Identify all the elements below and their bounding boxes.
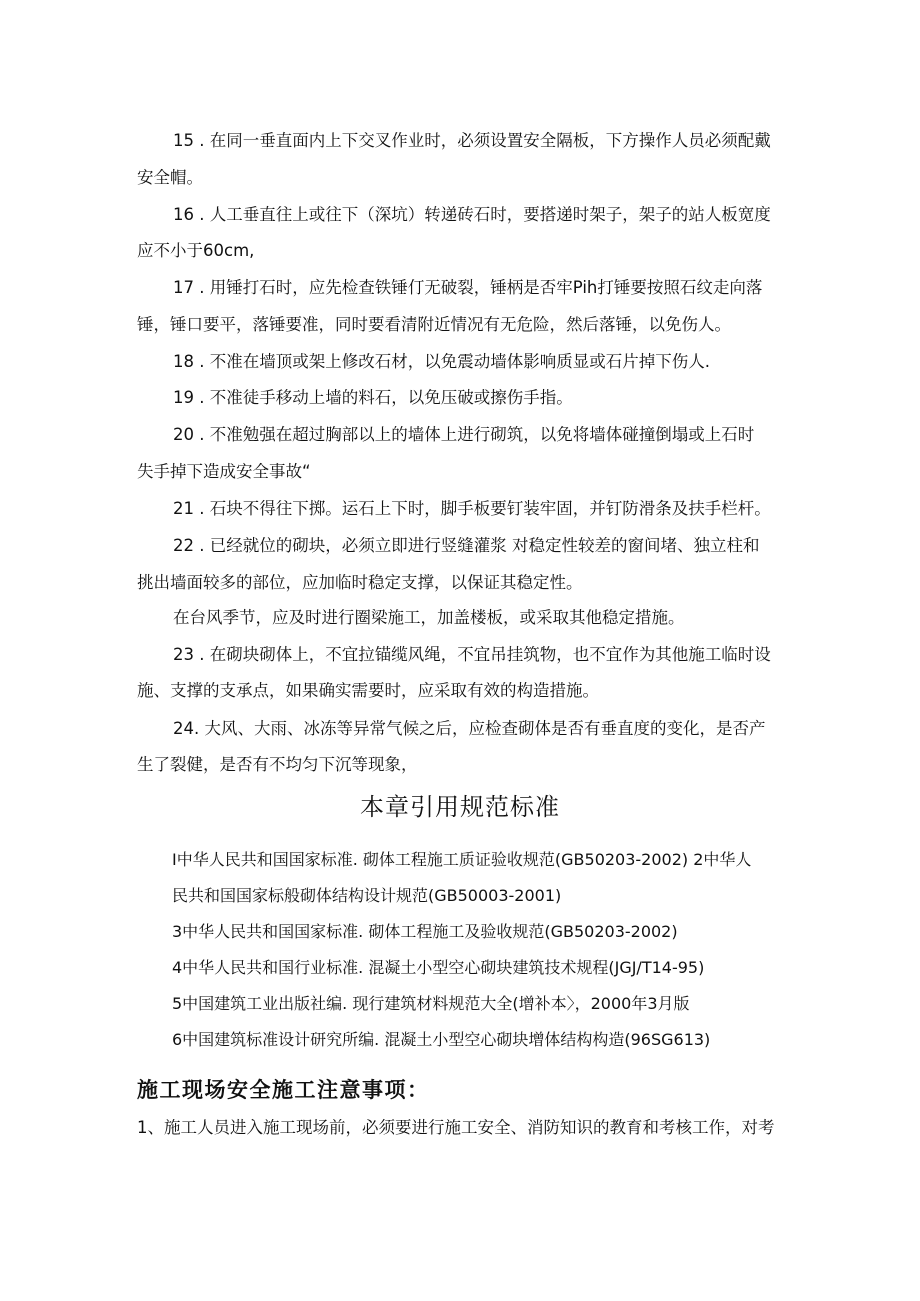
item-22-line-1: 22 . 已经就位的砌块，必须立即进行竖缝灌浆 对稳定性较差的窗间堵、独立柱和 <box>173 536 760 555</box>
item-18-line-1: 18 . 不准在墙顶或架上修改石材，以免震动墙体影响质显或石片掉下伤人. <box>173 352 710 371</box>
reference-line-5: 5中国建筑工业出版社编. 现行建筑材料规范大全(增补本〉，2000年3月版 <box>172 994 690 1013</box>
item-17-line-1: 17 . 用锤打石时，应先检查铁锤仃无破裂，锤柄是否牢Pih打锤要按照石纹走向落 <box>173 278 763 297</box>
item-16-line-2: 应不小于60cm, <box>137 241 255 260</box>
item-24-line-2: 生了裂健，是否有不均匀下沉等现象， <box>137 755 418 774</box>
reference-line-2: 民共和国国家标般砌体结构设计规范(GB50003-2001) <box>172 886 562 905</box>
site-safety-section-title: 施工现场安全施工注意事项： <box>137 1078 430 1102</box>
item-17-line-2: 锤，锤口要平，落锤要准，同时要看清附近情况有无危险，然后落锤，以免伤人。 <box>137 315 731 334</box>
item-23-line-2: 施、支撑的支承点，如果确实需要时，应采取有效的构造措施。 <box>137 681 599 700</box>
typhoon-note: 在台风季节，应及时进行圈梁施工，加盖楼板，或采取其他稳定措施。 <box>173 608 685 627</box>
site-safety-item-1-line-1: 1、施工人员进入施工现场前，必须要进行施工安全、消防知识的教育和考核工作，对考 <box>137 1118 775 1137</box>
reference-line-4: 4中华人民共和国行业标准. 混凝土小型空心砌块建筑技术规程(JGJ/T14-95) <box>172 958 705 977</box>
reference-line-3: 3中华人民共和国国家标准. 砌体工程施工及验收规范(GB50203-2002) <box>172 922 678 941</box>
item-15-line-2: 安全帽。 <box>137 168 203 187</box>
item-21-line-1: 21 . 石块不得往下掷。运石上下时，脚手板要钉装牢固，并钉防滑条及扶手栏杆。 <box>173 499 771 518</box>
item-24-line-1: 24. 大风、大雨、冰冻等异常气候之后，应检查砌体是否有垂直度的变化，是否产 <box>173 719 766 738</box>
item-22-line-2: 挑出墙面较多的部位，应加临时稳定支撑，以保证其稳定性。 <box>137 573 583 592</box>
item-20-line-1: 20 . 不准勉强在超过胸部以上的墙体上进行砌筑，以免将墙体碰撞倒塌或上石时 <box>173 425 755 444</box>
reference-line-1: I中华人民共和国国家标准. 砌体工程施工质证验收规范(GB50203-2002) 2中华人 <box>172 850 752 869</box>
item-20-line-2: 失手掉下造成安全事故“ <box>137 462 311 481</box>
item-16-line-1: 16 . 人工垂直往上或往下（深坑）转递砖石时，要搭递时架子，架子的站人板宽度 <box>173 205 771 224</box>
reference-line-6: 6中国建筑标准设计研究所编. 混凝土小型空心砌块增体结构构造(96SG613) <box>172 1030 711 1049</box>
chapter-references-heading: 本章引用规范标准 <box>360 793 560 821</box>
item-23-line-1: 23 . 在砌块砌体上，不宜拉锚缆风绳，不宜吊挂筑物，也不宜作为其他施工临时设 <box>173 645 771 664</box>
item-15-line-1: 15 . 在同一垂直面内上下交叉作业时，必须设置安全隔板，下方操作人员必须配戴 <box>173 131 771 150</box>
item-19-line-1: 19 . 不准徒手移动上墙的料石，以免压破或擦伤手指。 <box>173 388 573 407</box>
